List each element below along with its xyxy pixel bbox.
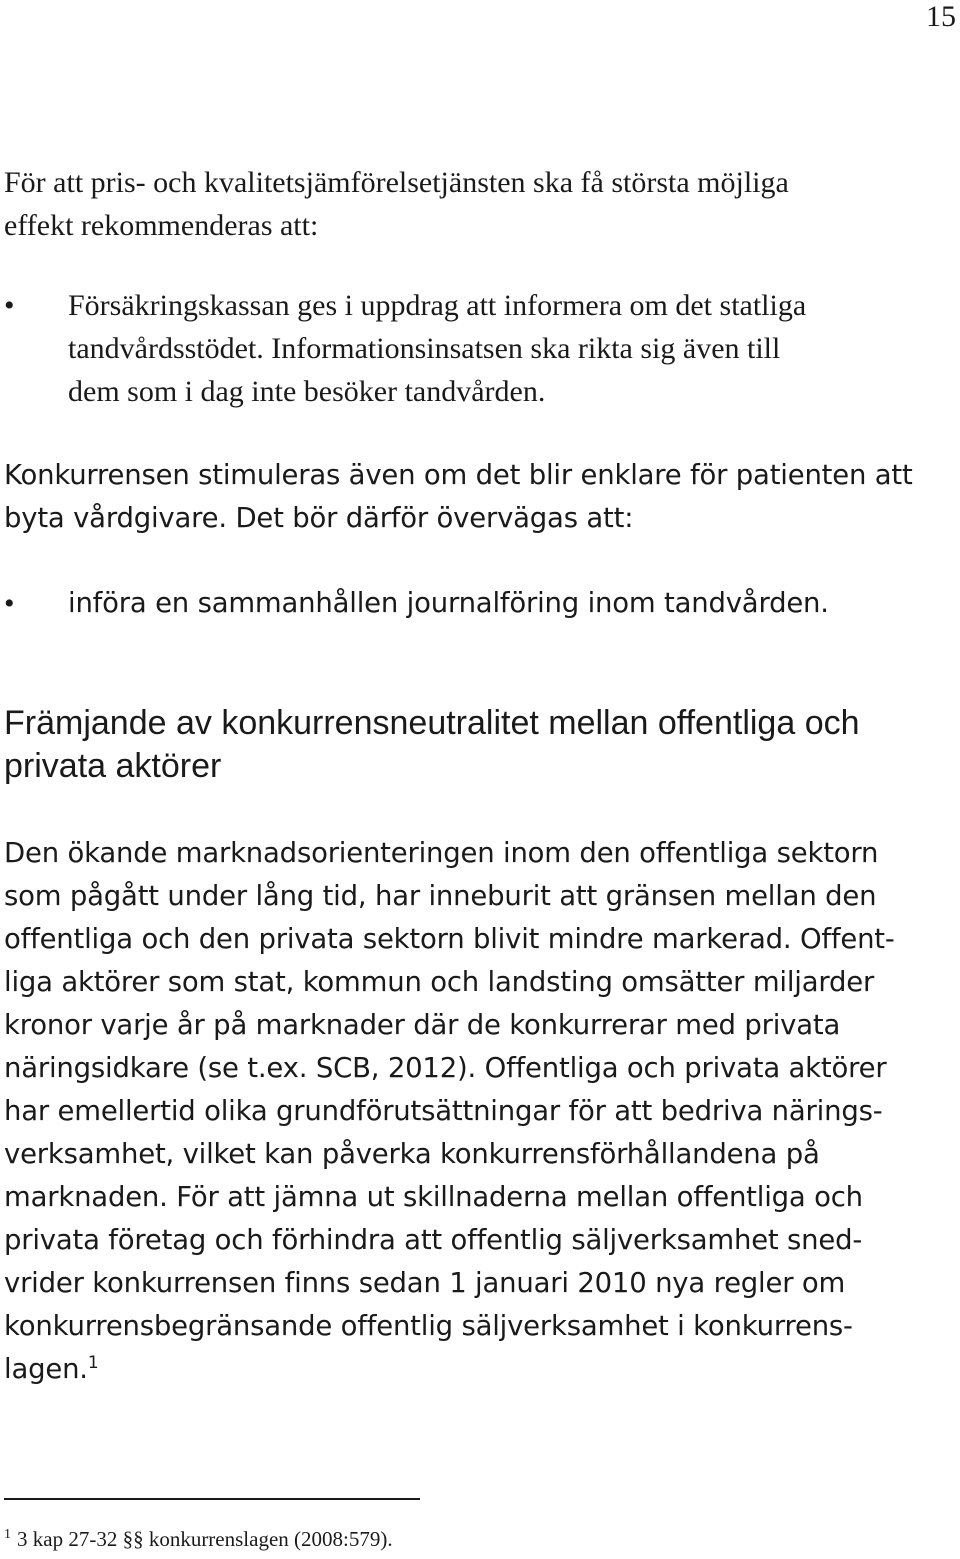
competition-paragraph: [4, 454, 949, 540]
intro-paragraph: [4, 161, 949, 247]
footnote-reference[interactable]: 1: [87, 1352, 99, 1373]
bullet-icon: •: [4, 289, 15, 322]
body-line: marknaden. För att jämna ut skillnaderna mellan offentliga och: [4, 1181, 863, 1213]
competition-line: byta vårdgivare. Det bör därför övervägas att:: [4, 502, 634, 534]
body-line: offentliga och den privata sektorn blivit mindre markerad. Offent-: [4, 923, 895, 955]
intro-line: effekt rekommenderas att:: [4, 209, 319, 242]
body-line: verksamhet, vilket kan påverka konkurrensförhållandena på: [4, 1138, 820, 1170]
body-line: privata företag och förhindra att offentlig säljverksamhet sned-: [4, 1224, 863, 1256]
body-line-text: lagen.: [4, 1353, 88, 1385]
footnote: [4, 1524, 393, 1554]
heading-line: Främjande av konkurrensneutralitet mellan offentliga och: [4, 704, 860, 742]
body-line: konkurrensbegränsande offentlig säljverksamhet i konkurrens-: [4, 1310, 853, 1342]
list-item-line: införa en sammanhållen journalföring inom tandvården.: [68, 587, 829, 619]
bullet-icon: •: [4, 587, 15, 620]
proposal-list: [4, 582, 949, 625]
list-item-line: Försäkringskassan ges i uppdrag att informera om det statliga: [68, 289, 807, 322]
section-heading: [4, 702, 954, 788]
footnote-divider: [4, 1498, 420, 1500]
body-line-last: [4, 1348, 949, 1391]
recommendation-list: [4, 284, 949, 413]
body-line: har emellertid olika grundförutsättningar för att bedriva närings-: [4, 1095, 883, 1127]
list-item: [4, 284, 949, 413]
list-item: [4, 582, 949, 625]
footnote-marker: 1: [4, 1527, 11, 1542]
competition-line: Konkurrensen stimuleras även om det blir enklare för patienten att: [4, 459, 913, 491]
body-line: liga aktörer som stat, kommun och landsting omsätter miljarder: [4, 966, 875, 998]
heading-line: privata aktörer: [4, 747, 222, 785]
intro-line: För att pris- och kvalitetsjämförelsetjänsten ska få största möjliga: [4, 166, 789, 199]
body-line: som pågått under lång tid, har inneburit att gränsen mellan den: [4, 880, 877, 912]
body-line: kronor varje år på marknader där de konkurrerar med privata: [4, 1009, 841, 1041]
body-line: vrider konkurrensen finns sedan 1 januari 2010 nya regler om: [4, 1267, 846, 1299]
footnote-text: 3 kap 27-32 §§ konkurrenslagen (2008:579).: [17, 1527, 393, 1551]
page-number: 15: [926, 0, 956, 33]
body-line: näringsidkare (se t.ex. SCB, 2012). Offentliga och privata aktörer: [4, 1052, 887, 1084]
section-body: [4, 832, 949, 1391]
list-item-line: tandvårdsstödet. Informationsinsatsen ska rikta sig även till: [68, 332, 781, 365]
body-line: Den ökande marknadsorienteringen inom den offentliga sektorn: [4, 837, 879, 869]
list-item-line: dem som i dag inte besöker tandvården.: [68, 375, 546, 408]
